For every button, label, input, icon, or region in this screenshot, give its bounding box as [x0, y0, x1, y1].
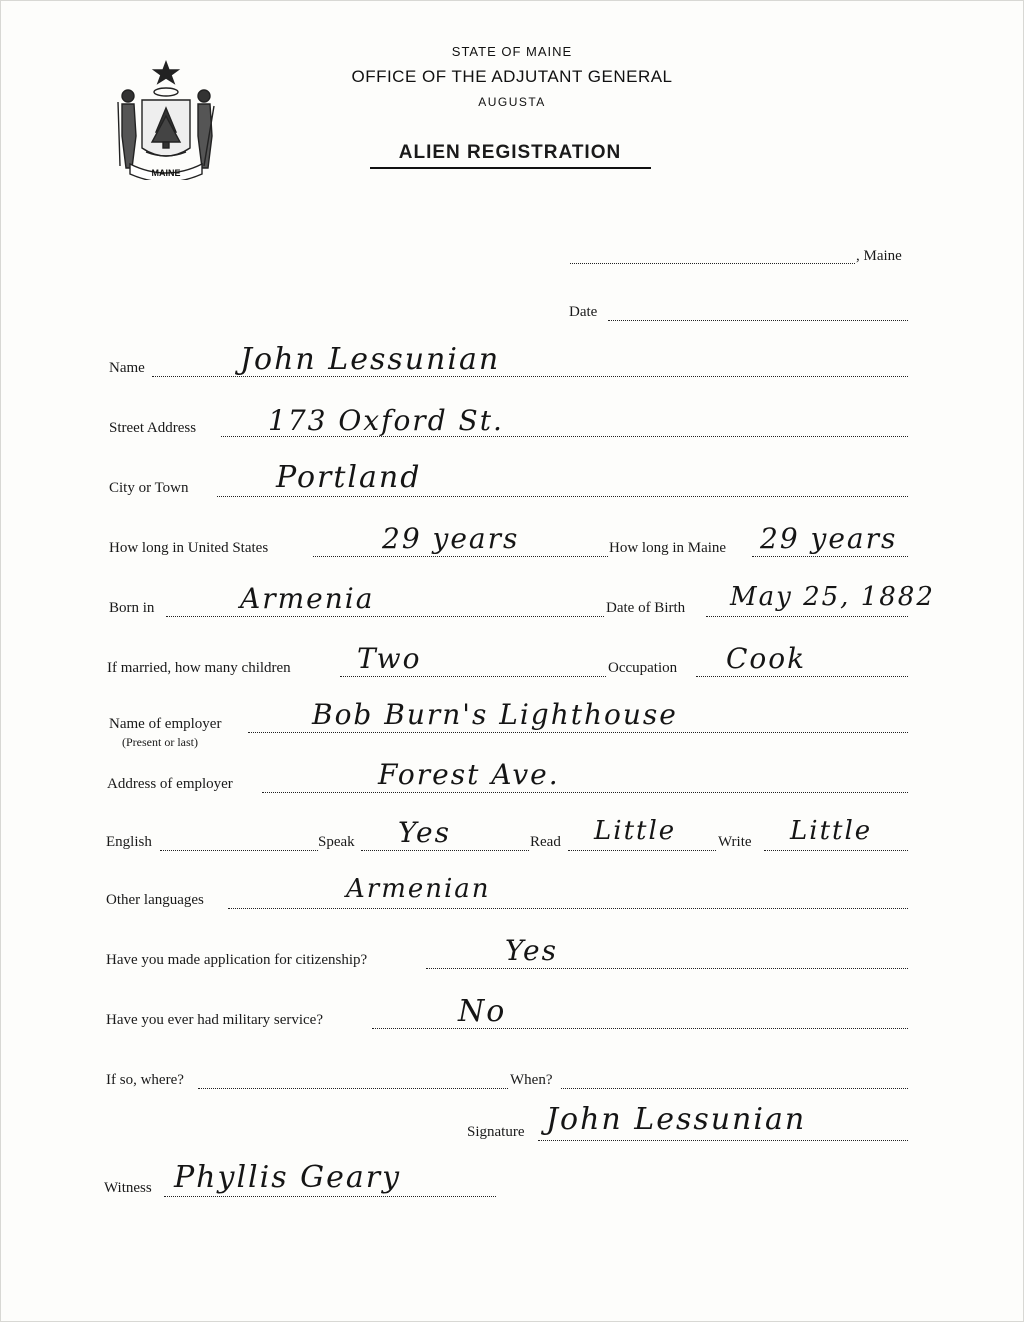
signature-field[interactable] — [538, 1140, 908, 1141]
employer-sublabel: (Present or last) — [122, 735, 198, 749]
name-label: Name — [109, 360, 145, 376]
employer-label: Name of employer — [109, 716, 222, 732]
city-field[interactable] — [217, 496, 908, 497]
speak-field[interactable] — [361, 850, 529, 851]
date-label: Date — [569, 304, 598, 320]
witness-label: Witness — [104, 1180, 152, 1196]
read-label: Read — [530, 834, 561, 850]
where-label: If so, where? — [106, 1072, 184, 1088]
other-languages-field[interactable] — [228, 908, 908, 909]
read-value: Little — [594, 816, 677, 846]
us-duration-label: How long in United States — [109, 540, 269, 556]
military-field[interactable] — [372, 1028, 908, 1029]
where-field[interactable] — [198, 1088, 508, 1089]
children-value: Two — [357, 642, 422, 675]
dob-label: Date of Birth — [606, 600, 686, 616]
employer-address-field[interactable] — [262, 792, 908, 793]
us-duration-value: 29 years — [382, 522, 520, 555]
children-field[interactable] — [340, 676, 606, 677]
when-field[interactable] — [561, 1088, 908, 1089]
city-value: Portland — [276, 460, 422, 495]
born-value: Armenia — [240, 582, 375, 615]
city-heading: AUGUSTA — [478, 95, 546, 109]
other-languages-label: Other languages — [106, 892, 204, 908]
employer-address-value: Forest Ave. — [378, 758, 560, 791]
place-suffix-label: , Maine — [856, 248, 902, 264]
write-value: Little — [790, 816, 873, 846]
office-heading: OFFICE OF THE ADJUTANT GENERAL — [351, 67, 673, 86]
citizenship-label: Have you made application for citizenship? — [106, 952, 368, 968]
born-label: Born in — [109, 600, 155, 616]
maine-duration-value: 29 years — [760, 522, 898, 555]
english-label: English — [106, 834, 152, 850]
occupation-value: Cook — [726, 642, 807, 675]
occupation-field[interactable] — [696, 676, 908, 677]
when-label: When? — [510, 1072, 553, 1088]
date-field[interactable] — [608, 320, 908, 321]
english-dots — [160, 850, 318, 851]
witness-field[interactable] — [164, 1196, 496, 1197]
maine-duration-field[interactable] — [752, 556, 908, 557]
witness-value: Phyllis Geary — [174, 1160, 402, 1195]
other-languages-value: Armenian — [346, 874, 491, 904]
children-label: If married, how many children — [107, 660, 291, 676]
name-value: John Lessunian — [240, 342, 501, 377]
military-value: No — [458, 994, 507, 1029]
citizenship-field[interactable] — [426, 968, 908, 969]
citizenship-value: Yes — [505, 934, 558, 967]
read-field[interactable] — [568, 850, 716, 851]
form-title: ALIEN REGISTRATION — [398, 142, 622, 163]
speak-label: Speak — [318, 834, 355, 850]
write-label: Write — [718, 834, 752, 850]
occupation-label: Occupation — [608, 660, 678, 676]
dob-value: May 25, 1882 — [730, 582, 935, 612]
state-heading: STATE OF MAINE — [451, 44, 573, 59]
svg-text:MAINE: MAINE — [151, 168, 181, 178]
speak-value: Yes — [398, 816, 451, 849]
signature-label: Signature — [467, 1124, 525, 1140]
dob-field[interactable] — [706, 616, 908, 617]
employer-value: Bob Burn's Lighthouse — [312, 698, 678, 731]
employer-field[interactable] — [248, 732, 908, 733]
us-duration-field[interactable] — [313, 556, 608, 557]
signature-value: John Lessunian — [546, 1102, 807, 1137]
born-field[interactable] — [166, 616, 604, 617]
write-field[interactable] — [764, 850, 908, 851]
street-label: Street Address — [109, 420, 197, 436]
place-field[interactable] — [570, 263, 855, 264]
employer-address-label: Address of employer — [107, 776, 233, 792]
title-underline — [370, 167, 651, 169]
military-label: Have you ever had military service? — [106, 1012, 323, 1028]
city-label: City or Town — [109, 480, 189, 496]
street-value: 173 Oxford St. — [268, 404, 504, 437]
maine-duration-label: How long in Maine — [609, 540, 727, 556]
